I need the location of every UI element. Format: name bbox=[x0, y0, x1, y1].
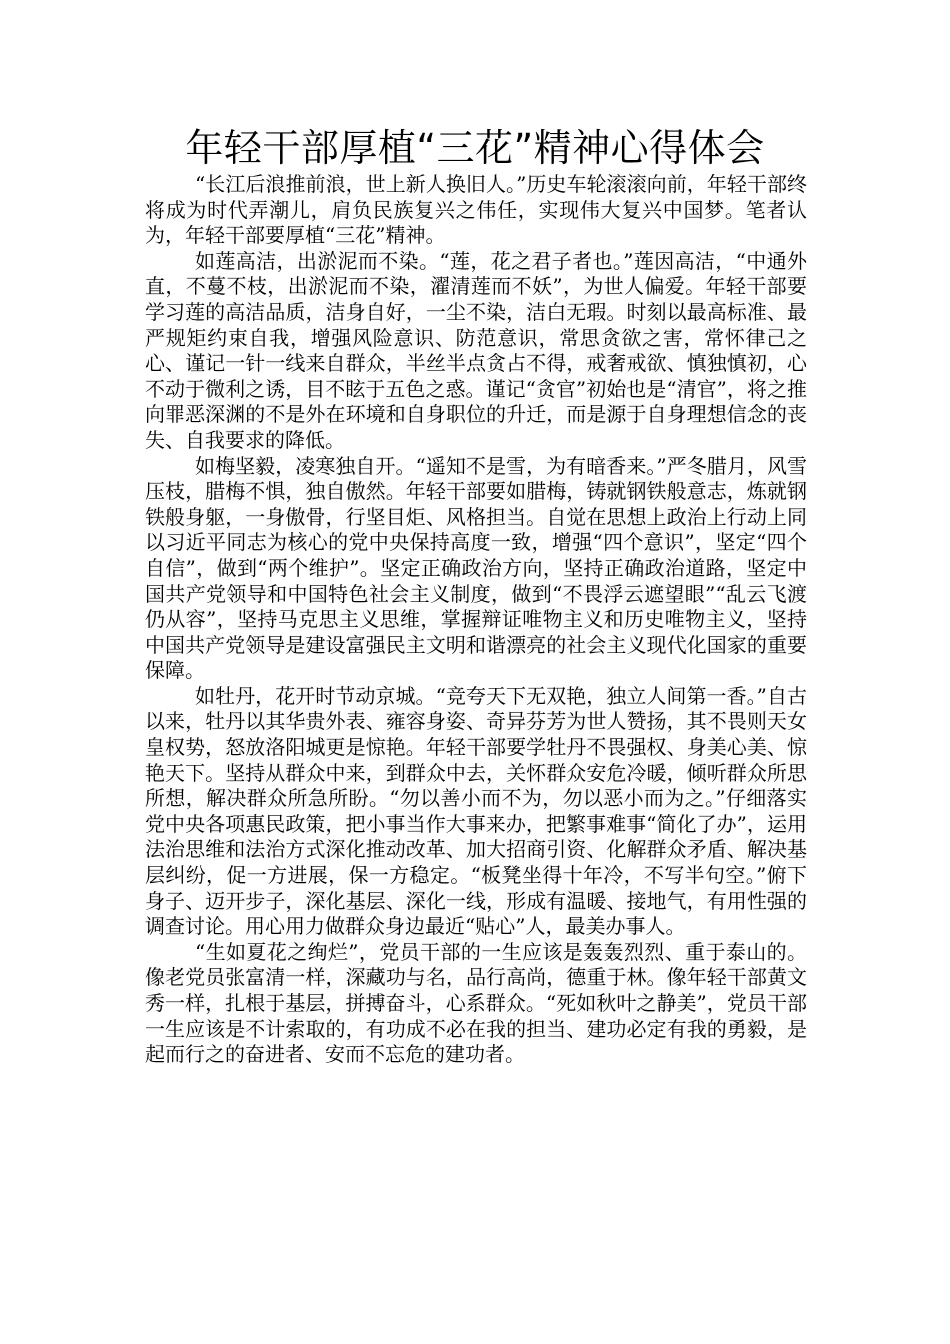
paragraph-intro: “长江后浪推前浪，世上新人换旧人。”历史车轮滚滚向前，年轻干部终将成为时代弄潮儿，肩负民族复兴之伟任，实现伟大复兴中国梦。笔者认为，年轻干部要厚植“三花”精神。 bbox=[145, 172, 807, 248]
paragraph-plum: 如梅坚毅，凌寒独自开。“遥知不是雪，为有暗香来。”严冬腊月，风雪压枝，腊梅不惧，独自傲然。年轻干部要如腊梅，铸就钢铁般意志，炼就钢铁般身躯，一身傲骨，行坚目炬、风格担当。自觉在思想上政治上行动上同以习近平同志为核心的党中央保持高度一致，增强“四个意识”，坚定“四个自信”，做到“两个维护”。坚定正确政治方向，坚持正确政治道路，坚定中国共产党领导和中国特色社会主义制度，做到“不畏浮云遮望眼”“乱云飞渡仍从容”，坚持马克思主义思维，掌握辩证唯物主义和历史唯物主义，坚持中国共产党领导是建设富强民主文明和谐漂亮的社会主义现代化国家的重要保障。 bbox=[145, 453, 807, 683]
paragraph-summer-flower: “生如夏花之绚烂”，党员干部的一生应该是轰轰烈烈、重于泰山的。像老党员张富清一样，深藏功与名，品行高尚，德重于林。像年轻干部黄文秀一样，扎根于基层，拼搏奋斗，心系群众。“死如秋叶之静美”，党员干部一生应该是不计索取的，有功成不必在我的担当、建功必定有我的勇毅，是起而行之的奋进者、安而不忘危的建功者。 bbox=[145, 939, 807, 1067]
document-body bbox=[145, 172, 807, 1068]
paragraph-lotus: 如莲高洁，出淤泥而不染。“莲，花之君子者也。”莲因高洁，“中通外直，不蔓不枝，出淤泥而不染，濯清莲而不妖”，为世人偏爱。年轻干部要学习莲的高洁品质，洁身自好，一尘不染，洁白无瑕。时刻以最高标准、最严规矩约束自我，增强风险意识、防范意识，常思贪欲之害，常怀律己之心、谨记一针一线来自群众，半丝半点贪占不得，戒奢戒欲、慎独慎初，心不动于微利之诱，目不眩于五色之惑。谨记“贪官”初始也是“清官”，将之推向罪恶深渊的不是外在环境和自身职位的升迁，而是源于自身理想信念的丧失、自我要求的降低。 bbox=[145, 248, 807, 452]
paragraph-peony: 如牡丹，花开时节动京城。“竞夸天下无双艳，独立人间第一香。”自古以来，牡丹以其华贵外表、雍容身姿、奇异芬芳为世人赞扬，其不畏则天女皇权势，怒放洛阳城更是惊艳。年轻干部要学牡丹不畏强权、身美心美、惊艳天下。坚持从群众中来，到群众中去，关怀群众安危冷暖，倾听群众所思所想，解决群众所急所盼。“勿以善小而不为，勿以恶小而为之。”仔细落实党中央各项惠民政策，把小事当作大事来办，把繁事难事“简化了办”，运用法治思维和法治方式深化推动改革、加大招商引资、化解群众矛盾、解决基层纠纷，促一方进展，保一方稳定。“板凳坐得十年冷，不写半句空。”俯下身子、迈开步子，深化基层、深化一线，形成有温暖、接地气，有用性强的调查讨论。用心用力做群众身边最近“贴心”人，最美办事人。 bbox=[145, 683, 807, 939]
document-title: 年轻干部厚植“三花”精神心得体会 bbox=[185, 126, 765, 170]
